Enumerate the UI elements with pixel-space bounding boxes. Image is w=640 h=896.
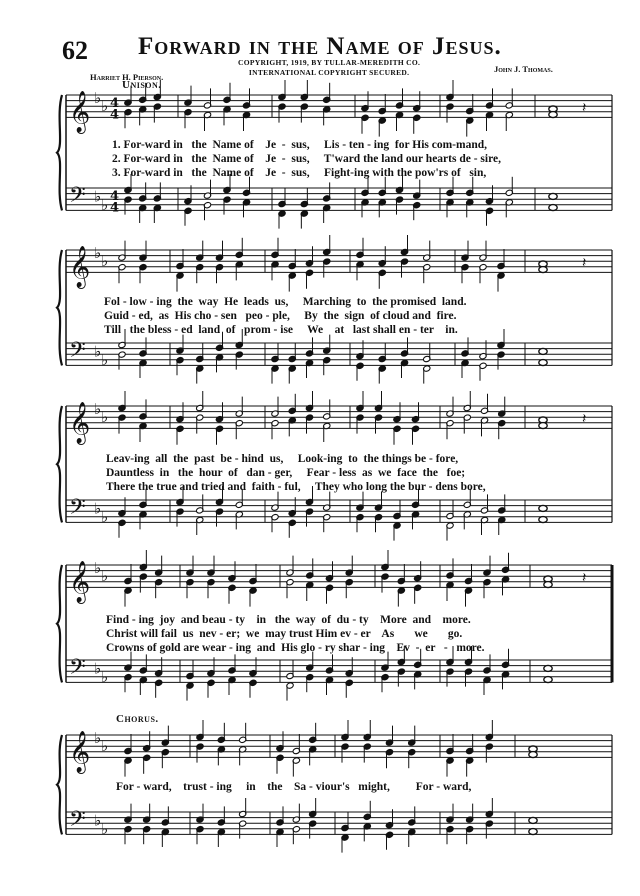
system-5-treble-clef: 𝄞 (69, 731, 91, 773)
system-3-bass-flat: ♭ (94, 499, 102, 518)
lyric-s2-verse1: Fol - low - ing the way He leads us, Marching to the promised land. (104, 296, 467, 308)
bass-half-note (529, 817, 537, 823)
system-4-bass-clef: 𝄢 (69, 654, 86, 685)
system-4-brace (57, 565, 62, 682)
treble-half-note (539, 423, 547, 429)
system-5-treble-flat: ♭ (101, 737, 109, 756)
page-number: 62 (62, 36, 88, 65)
system-2-bass-flat: ♭ (101, 350, 109, 369)
system-2-bass-clef: 𝄢 (69, 337, 86, 368)
system-5-treble-flat: ♭ (94, 728, 102, 747)
lyric-s3-verse2: Dauntless in the hour of dan - ger, Fear - less as we face the foe; (106, 467, 466, 479)
system-1-treble-flat: ♭ (94, 88, 102, 107)
lyric-s1-verse3: 3. For-ward in the Name of Je - sus, Fight-ing with the pow'rs of sin, (112, 167, 487, 179)
system-3-treble-clef: 𝄞 (69, 402, 91, 444)
system-4-bass-flat: ♭ (101, 667, 109, 686)
system-2-treble-flat: ♭ (101, 252, 109, 271)
system-3-brace (57, 406, 62, 522)
system-4-treble-clef: 𝄞 (69, 561, 91, 603)
bass-half-note (544, 665, 552, 671)
quarter-rest: 𝄽 (582, 569, 587, 586)
time-signature-treble: 4 (110, 107, 120, 123)
lyric-s1-verse1: 1. For-ward in the Name of Je - sus, Lis - ten - ing for His com-mand, (112, 139, 488, 151)
system-1-bass-flat: ♭ (94, 187, 102, 206)
system-3-bass-flat: ♭ (101, 507, 109, 526)
treble-half-note (549, 112, 557, 118)
system-2-bass-flat: ♭ (94, 342, 102, 361)
lyric-s3-verse3: There the true and tried and faith - ful, They who long the bur - dens bore, (106, 481, 486, 493)
system-3-treble-flat: ♭ (101, 408, 109, 427)
time-signature-treble: 4 (110, 96, 120, 112)
bass-half-note (549, 205, 557, 211)
hymn-title: Forward in the Name of Jesus. (138, 33, 502, 60)
system-2-treble-flat: ♭ (94, 243, 102, 262)
system-4-treble-flat: ♭ (94, 558, 102, 577)
time-signature-bass: 4 (110, 200, 120, 216)
bass-half-note (539, 348, 547, 354)
system-5-brace (57, 735, 62, 834)
quarter-rest: 𝄽 (582, 254, 587, 271)
system-2-treble-clef: 𝄞 (69, 246, 91, 288)
system-3-treble-flat: ♭ (94, 399, 102, 418)
lyric-s4-verse1: Find - ing joy and beau - ty in the way of du - ty More and more. (106, 614, 471, 626)
system-5-bass-clef: 𝄢 (69, 806, 86, 837)
copyright-line-2: INTERNATIONAL COPYRIGHT SECURED. (248, 68, 410, 77)
quarter-rest: 𝄽 (582, 99, 587, 116)
system-4-treble-flat: ♭ (101, 567, 109, 586)
lyric-s4-verse3: Crowns of gold are wear - ing and His glo - ry shar - ing Ev - er - more. (106, 642, 485, 654)
system-1-brace (57, 95, 62, 210)
treble-half-note (529, 752, 537, 758)
lyric-s2-verse3: Till the bless - ed land of prom - ise We at last shall en - ter in. (104, 324, 458, 336)
system-2-brace (57, 250, 62, 365)
lyricist-credit: Harriet H. Pierson. (90, 72, 164, 82)
quarter-rest: 𝄽 (582, 410, 587, 427)
bass-half-note (544, 677, 552, 683)
system-1-bass-flat: ♭ (101, 195, 109, 214)
bass-half-note (549, 193, 557, 199)
time-signature-bass: 4 (110, 189, 120, 205)
system-3-bass-clef: 𝄢 (69, 494, 86, 525)
bass-half-note (539, 505, 547, 511)
treble-half-note (544, 582, 552, 588)
composer-credit: John J. Thomas. (494, 64, 553, 74)
lyric-s1-verse2: 2. For-ward in the Name of Je - sus, T'ward the land our hearts de - sire, (112, 153, 501, 165)
treble-half-note (539, 267, 547, 273)
chorus-marking: Chorus. (116, 713, 159, 725)
system-1-treble-flat: ♭ (101, 97, 109, 116)
system-1-bass-clef: 𝄢 (69, 182, 86, 213)
unison-marking: Unison. (122, 79, 162, 91)
lyric-s4-verse2: Christ will fail us nev - er; we may trust Him ev - er As we go. (106, 628, 463, 640)
copyright-line-1: COPYRIGHT, 1919, BY TULLAR-MEREDITH CO. (238, 58, 421, 67)
system-1-treble-clef: 𝄞 (69, 91, 91, 133)
bass-half-note (539, 360, 547, 366)
system-4-bass-flat: ♭ (94, 659, 102, 678)
lyric-chorus: For - ward, trust - ing in the Sa - viour's might, For - ward, (116, 781, 472, 793)
system-5-bass-flat: ♭ (101, 819, 109, 838)
bass-half-note (529, 829, 537, 835)
lyric-s3-verse1: Leav-ing all the past be - hind us, Look-ing to the things be - fore, (106, 453, 459, 465)
bass-half-note (539, 517, 547, 523)
system-5-bass-flat: ♭ (94, 811, 102, 830)
lyric-s2-verse2: Guid - ed, as His cho - sen peo - ple, By the sign of cloud and fire. (104, 310, 457, 322)
